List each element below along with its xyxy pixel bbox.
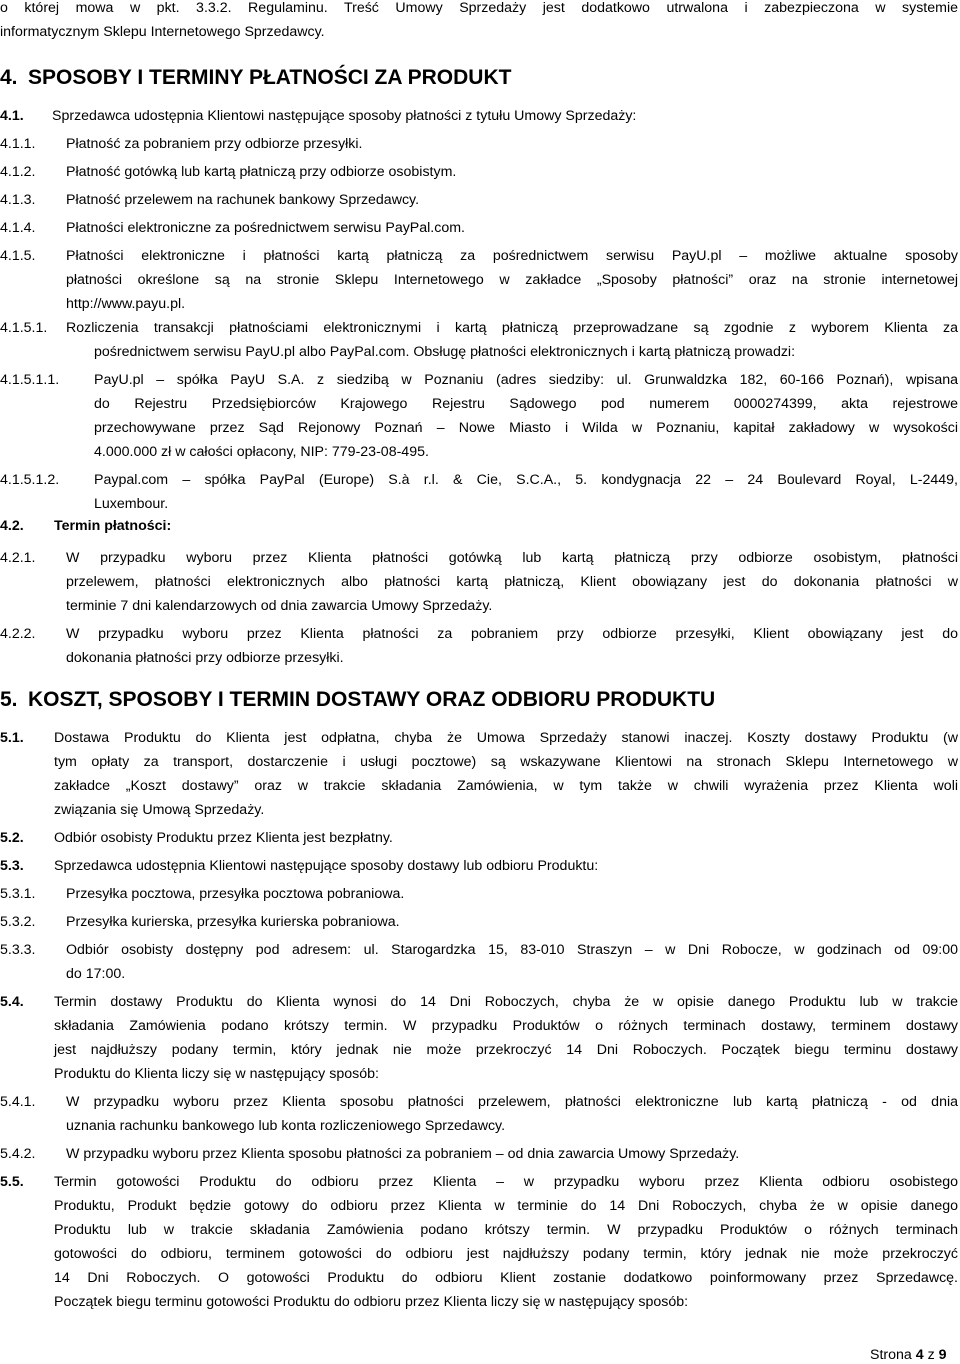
clause-number: 4.1.1. — [0, 136, 36, 152]
clause-line: składania Zamówienia podano krótszy termin. W przypadku Produktów o różnych terminach dostawy, terminem dostawy — [54, 1018, 958, 1034]
clause-number: 5.3.1. — [0, 886, 36, 902]
clause-number: 5.4. — [0, 994, 24, 1010]
clause-number: 4.1.2. — [0, 164, 36, 180]
clause-number: 4.2.1. — [0, 550, 36, 566]
clause-text: Płatność za pobraniem przy odbiorze przesyłki. — [66, 136, 363, 152]
clause-text: Przesyłka kurierska, przesyłka kurierska pobraniowa. — [66, 914, 400, 930]
clause-line: związania się Umową Sprzedaży. — [54, 802, 265, 818]
clause-line: pośrednictwem serwisu PayU.pl albo PayPal.com. Obsługę płatności elektronicznych i kartą płatniczą prowadzi: — [94, 344, 796, 360]
clause-line: tym opłaty za transport, dostarczenie i usługi pocztowe) są wskazywane Klientowi na stronach Sklepu Internetowego w — [54, 754, 958, 770]
clause-line: W przypadku wyboru przez Klienta płatności gotówką lub kartą płatniczą przy odbiorze osobistym, płatności — [66, 550, 958, 566]
clause-text: Odbiór osobisty Produktu przez Klienta jest bezpłatny. — [54, 830, 393, 846]
clause-line: W przypadku wyboru przez Klienta płatności za pobraniem przy odbiorze przesyłki, Klient obowiązany jest do — [66, 626, 958, 642]
clause-text: Sprzedawca udostępnia Klientowi następujące sposoby płatności z tytułu Umowy Sprzedaży: — [52, 108, 637, 124]
page-total: 9 — [938, 1347, 947, 1363]
clause-line: Odbiór osobisty dostępny pod adresem: ul. Starogardzka 15, 83-010 Straszyn – w Dni Robocze, w godzinach od 09:00 — [66, 942, 958, 958]
payu-line: do Rejestru Przedsiębiorców Krajowego Rejestru Sądowego pod numerem 0000274399, akta rejestrowe — [94, 396, 958, 412]
clause-line: Termin gotowości Produktu do odbioru przez Klienta – w przypadku wyboru przez Klienta odbioru osobistego — [54, 1174, 958, 1190]
clause-number: 4.1.5. — [0, 248, 36, 264]
clause-line: Dostawa Produktu do Klienta jest odpłatna, chyba że Umowa Sprzedaży stanowi inaczej. Koszty dostawy Produktu (w — [54, 730, 958, 746]
clause-number: 5.3.3. — [0, 942, 36, 958]
clause-heading: Termin płatności: — [54, 518, 172, 534]
clause-line: Początek biegu terminu gotowości Produktu do odbioru przez Klienta liczy się w następujący sposób: — [54, 1294, 689, 1310]
page-current: 4 — [915, 1347, 924, 1363]
clause-number: 4.1.5.1.2. — [0, 472, 60, 488]
clause-number: 4.2. — [0, 518, 24, 534]
clause-number: 5.2. — [0, 830, 24, 846]
page-footer — [870, 1347, 947, 1364]
clause-text: Płatności elektroniczne za pośrednictwem serwisu PayPal.com. — [66, 220, 465, 236]
clause-text: Płatność gotówką lub kartą płatniczą przy odbiorze osobistym. — [66, 164, 457, 180]
clause-line: 14 Dni Roboczych. O gotowości Produktu do odbioru Klient zostanie dodatkowo poinformowany przez Sprzedawcę. — [54, 1270, 958, 1286]
payu-line: 4.000.000 zł w całości opłacony, NIP: 779-23-08-495. — [94, 444, 429, 460]
clause-number: 4.1.5.1. — [0, 320, 48, 336]
clause-line: dokonania płatności przy odbiorze przesyłki. — [66, 650, 344, 666]
section-number: 4. — [0, 66, 18, 89]
intro-line: o której mowa w pkt. 3.3.2. Regulaminu. Treść Umowy Sprzedaży jest dodatkowo utrwalona i zabezpieczona w systemie — [0, 0, 958, 16]
clause-number: 4.1.5.1.1. — [0, 372, 60, 388]
section-title: SPOSOBY I TERMINY PŁATNOŚCI ZA PRODUKT — [28, 66, 512, 89]
intro-line: informatycznym Sklepu Internetowego Sprzedawcy. — [0, 24, 325, 40]
clause-line: Termin dostawy Produktu do Klienta wynosi do 14 Dni Roboczych, chyba że w opisie danego Produktu lub w trakcie — [54, 994, 958, 1010]
clause-number: 4.2.2. — [0, 626, 36, 642]
payu-line: PayU.pl – spółka PayU S.A. z siedzibą w Poznaniu (adres siedziby: ul. Grunwaldzka 182, 60-166 Poznań), wpisana — [94, 372, 958, 388]
clause-line: zakładce „Koszt dostawy” oraz w trakcie składania Zamówienia, w tym także w chwili wyrażenia przez Klienta woli — [54, 778, 958, 794]
clause-line: terminie 7 dni kalendarzowych od dnia zawarcia Umowy Sprzedaży. — [66, 598, 493, 614]
clause-number: 5.4.2. — [0, 1146, 36, 1162]
clause-line: gotowości do odbioru, terminem gotowości do odbioru jest najdłuższy podany termin, który jednak nie może przekroczyć — [54, 1246, 958, 1262]
payu-line: przechowywane przez Sąd Rejonowy Poznań – Nowe Miasto i Wilda w Poznaniu, kapitał zakładowy w wysokości — [94, 420, 958, 436]
clause-line: Produktu, Produkt będzie gotowy do odbioru przez Klienta w terminie do 14 Dni Roboczych, chyba że w opisie danego — [54, 1198, 958, 1214]
clause-text: W przypadku wyboru przez Klienta sposobu płatności za pobraniem – od dnia zawarcia Umowy Sprzedaży. — [66, 1146, 740, 1162]
paypal-line: Paypal.com – spółka PayPal (Europe) S.à r.l. & Cie, S.C.A., 5. kondygnacja 22 – 24 Boulevard Royal, L-2449, — [94, 472, 958, 488]
clause-line: płatności określone są na stronie Sklepu Internetowego w zakładce „Sposoby płatności” oraz na stronie internetowej — [66, 272, 958, 288]
page-sep: z — [927, 1347, 935, 1363]
clause-line: do 17:00. — [66, 966, 126, 982]
section-title: KOSZT, SPOSOBY I TERMIN DOSTAWY ORAZ ODBIORU PRODUKTU — [28, 688, 716, 711]
clause-text: Sprzedawca udostępnia Klientowi następujące sposoby dostawy lub odbioru Produktu: — [54, 858, 599, 874]
clause-number: 5.4.1. — [0, 1094, 36, 1110]
clause-text: Płatność przelewem na rachunek bankowy Sprzedawcy. — [66, 192, 420, 208]
clause-line: Rozliczenia transakcji płatnościami elektronicznymi i kartą płatniczą przeprowadzane są zgodnie z wyborem Klienta za — [66, 320, 958, 336]
clause-number: 4.1. — [0, 108, 24, 124]
clause-number: 5.3. — [0, 858, 24, 874]
clause-number: 4.1.4. — [0, 220, 36, 236]
clause-number: 5.5. — [0, 1174, 24, 1190]
payu-link[interactable]: http://www.payu.pl. — [66, 296, 186, 312]
clause-line: uznania rachunku bankowego lub konta rozliczeniowego Sprzedawcy. — [66, 1118, 506, 1134]
page-label: Strona — [870, 1347, 912, 1363]
clause-number: 4.1.3. — [0, 192, 36, 208]
clause-line: Produktu lub w trakcie składania Zamówienia podano krótszy termin. W przypadku Produktów o różnych terminach — [54, 1222, 958, 1238]
section-number: 5. — [0, 688, 18, 711]
clause-line: Produktu do Klienta liczy się w następujący sposób: — [54, 1066, 379, 1082]
clause-line: Płatności elektroniczne i płatności kartą płatniczą za pośrednictwem serwisu PayU.pl – możliwe aktualne sposoby — [66, 248, 958, 264]
clause-line: przelewem, płatności elektronicznych albo płatności kartą płatniczą, Klient obowiązany jest do dokonania płatności w — [66, 574, 958, 590]
clause-number: 5.3.2. — [0, 914, 36, 930]
clause-number: 5.1. — [0, 730, 24, 746]
clause-line: jest najdłuższy podany termin, który jednak nie może przekroczyć 14 Dni Roboczych. Początek biegu terminu dostawy — [54, 1042, 958, 1058]
clause-text: Przesyłka pocztowa, przesyłka pocztowa pobraniowa. — [66, 886, 405, 902]
paypal-line: Luxembour. — [94, 496, 169, 512]
clause-line: W przypadku wyboru przez Klienta sposobu płatności przelewem, płatności elektroniczne lub kartą płatniczą - od dnia — [66, 1094, 958, 1110]
